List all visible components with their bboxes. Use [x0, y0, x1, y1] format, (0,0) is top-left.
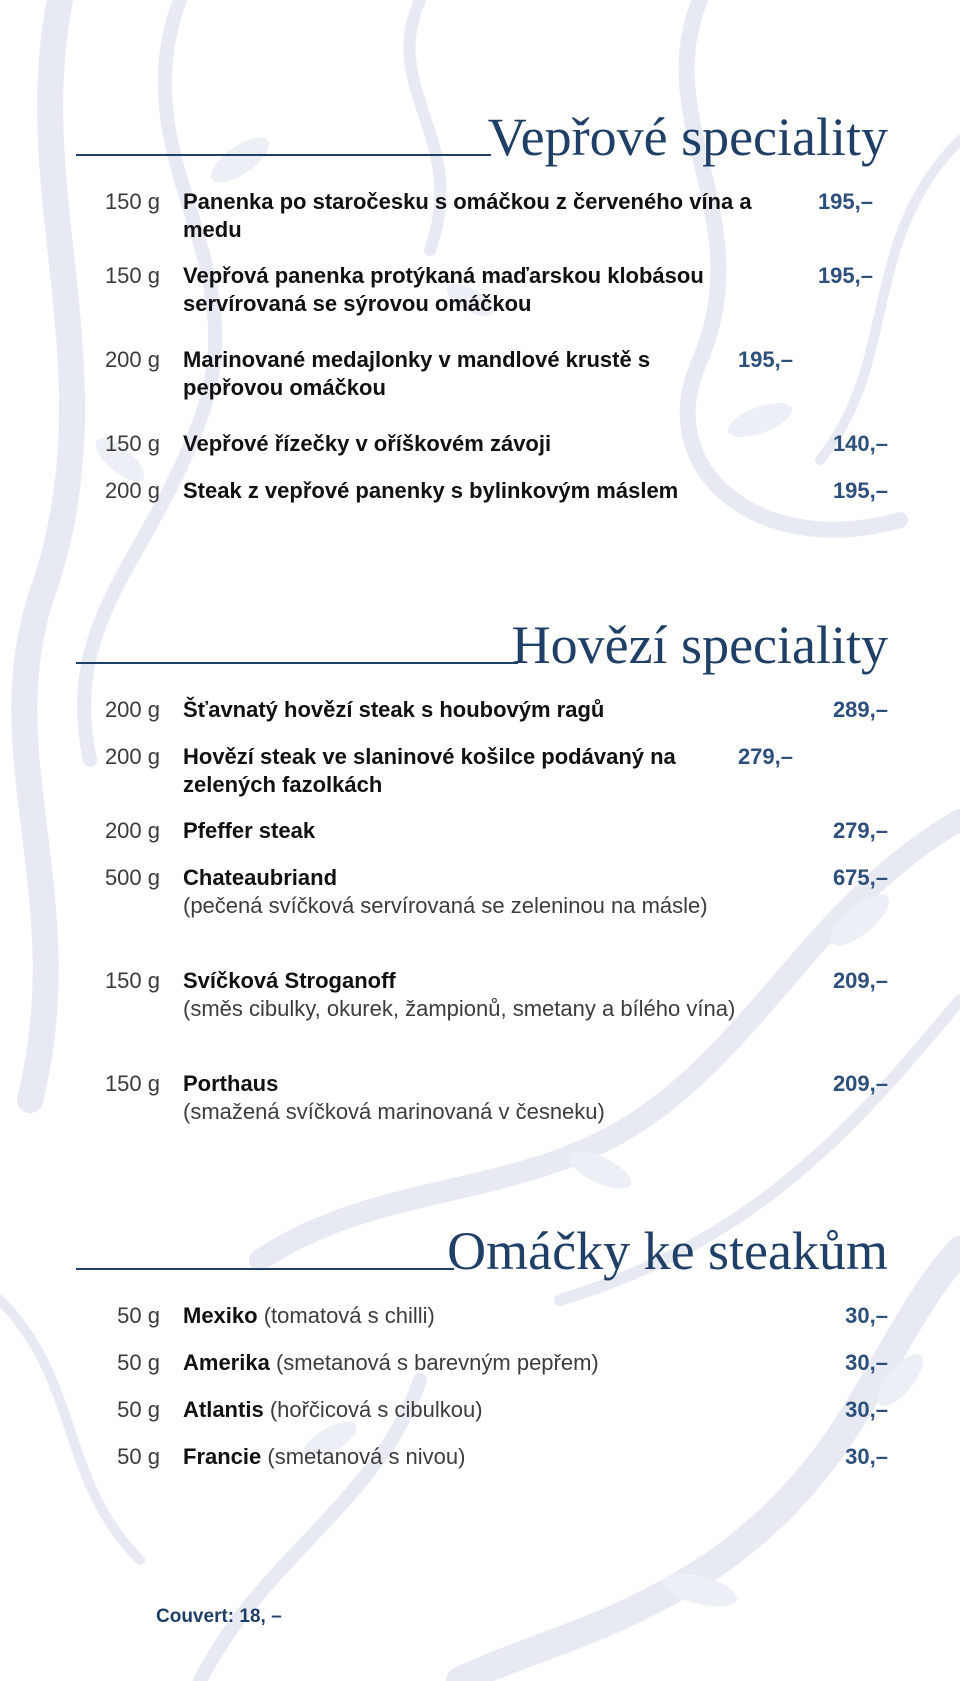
menu-item	[76, 743, 888, 817]
item-price: 209,–	[832, 968, 888, 993]
item-weight: 200 g	[104, 478, 160, 503]
section-title: Hovězí speciality	[511, 615, 888, 675]
menu-item	[76, 1302, 888, 1349]
item-price: 279,–	[832, 818, 888, 843]
item-weight: 150 g	[104, 431, 160, 456]
item-name	[183, 696, 798, 724]
item-name-text: Amerika	[183, 1350, 270, 1375]
menu-item	[76, 1349, 888, 1396]
section-title: Vepřové speciality	[487, 107, 888, 167]
item-name-text: Pfeffer steak	[183, 818, 316, 843]
couvert-charge: Couvert: 18, –	[156, 1606, 282, 1627]
item-weight: 150 g	[104, 1071, 160, 1096]
item-name-text: Šťavnatý hovězí steak s houbovým ragů	[183, 697, 605, 722]
item-price: 675,–	[832, 865, 888, 890]
item-note: (hořčicová s cibulkou)	[269, 1397, 483, 1422]
item-price: 30,–	[845, 1397, 888, 1422]
item-name-text: Svíčková Stroganoff	[183, 968, 396, 993]
item-price: 195,–	[737, 347, 793, 372]
item-name	[183, 1302, 798, 1330]
item-note: (smetanová s nivou)	[267, 1444, 466, 1469]
item-price: 30,–	[845, 1350, 888, 1375]
item-name	[183, 864, 798, 920]
item-price: 30,–	[845, 1444, 888, 1469]
item-weight: 150 g	[104, 968, 160, 993]
item-name	[183, 188, 783, 244]
menu-item	[76, 477, 888, 517]
item-weight: 200 g	[104, 744, 160, 769]
item-name-text: Mexiko	[183, 1303, 258, 1328]
item-name	[183, 817, 798, 845]
section-heading	[76, 614, 888, 676]
item-weight: 50 g	[117, 1350, 160, 1375]
section-sauces	[76, 1220, 888, 1483]
item-weight: 500 g	[104, 865, 160, 890]
section-title: Omáčky ke steakům	[447, 1221, 888, 1281]
item-name	[183, 1396, 798, 1424]
item-price: 195,–	[817, 263, 873, 288]
menu-item	[76, 262, 888, 346]
item-name	[183, 1070, 798, 1126]
item-price: 289,–	[832, 697, 888, 722]
item-weight: 150 g	[104, 189, 160, 214]
item-name-text: Chateaubriand	[183, 865, 338, 890]
menu-item	[76, 1070, 888, 1130]
item-name-text: Hovězí steak ve slaninové košilce podávaný na zelených fazolkách	[183, 744, 676, 797]
item-name	[183, 477, 798, 505]
item-name	[183, 262, 783, 318]
item-name-text: Atlantis	[183, 1397, 264, 1422]
menu-item	[76, 188, 888, 262]
item-name	[183, 1443, 798, 1471]
item-name-text: Vepřová panenka protýkaná maďarskou klobásou servírovaná se sýrovou omáčkou	[183, 263, 704, 316]
menu-item	[76, 1443, 888, 1483]
item-name-text: Steak z vepřové panenky s bylinkovým máslem	[183, 478, 679, 503]
heading-rule	[76, 154, 491, 156]
item-weight: 150 g	[104, 263, 160, 288]
item-name-text: Porthaus	[183, 1071, 279, 1096]
item-price: 140,–	[832, 431, 888, 456]
menu-item	[76, 967, 888, 1070]
item-price: 30,–	[845, 1303, 888, 1328]
item-weight: 200 g	[104, 818, 160, 843]
item-note: (směs cibulky, okurek, žampionů, smetany a bílého vína)	[183, 996, 736, 1021]
item-note: (tomatová s chilli)	[263, 1303, 435, 1328]
menu-item	[76, 346, 888, 430]
item-note: (smetanová s barevným pepřem)	[275, 1350, 599, 1375]
section-beef	[76, 614, 888, 1130]
item-weight: 50 g	[117, 1303, 160, 1328]
item-weight: 50 g	[117, 1444, 160, 1469]
item-name	[183, 430, 798, 458]
item-weight: 200 g	[104, 697, 160, 722]
menu-item	[76, 864, 888, 967]
menu-item	[76, 696, 888, 743]
section-heading	[76, 1220, 888, 1282]
section-pork	[76, 106, 888, 517]
item-name-text: Francie	[183, 1444, 262, 1469]
item-name-text: Panenka po staročesku s omáčkou z červeného vína a medu	[183, 189, 752, 242]
item-weight: 200 g	[104, 347, 160, 372]
item-name-text: Marinované medajlonky v mandlové krustě s pepřovou omáčkou	[183, 347, 651, 400]
heading-rule	[76, 1268, 454, 1270]
item-note: (smažená svíčková marinovaná v česneku)	[183, 1099, 605, 1124]
item-price: 279,–	[737, 744, 793, 769]
item-name	[183, 346, 703, 402]
item-name-text: Vepřové řízečky v oříškovém závoji	[183, 431, 552, 456]
item-price: 209,–	[832, 1071, 888, 1096]
item-price: 195,–	[817, 189, 873, 214]
item-price: 195,–	[832, 478, 888, 503]
item-note: (pečená svíčková servírovaná se zeleninou na másle)	[183, 893, 708, 918]
menu-item	[76, 430, 888, 477]
item-name	[183, 1349, 798, 1377]
item-name	[183, 743, 703, 799]
menu-item	[76, 1396, 888, 1443]
section-heading	[76, 106, 888, 168]
item-weight: 50 g	[117, 1397, 160, 1422]
menu-item	[76, 817, 888, 864]
item-name	[183, 967, 798, 1023]
heading-rule	[76, 662, 518, 664]
